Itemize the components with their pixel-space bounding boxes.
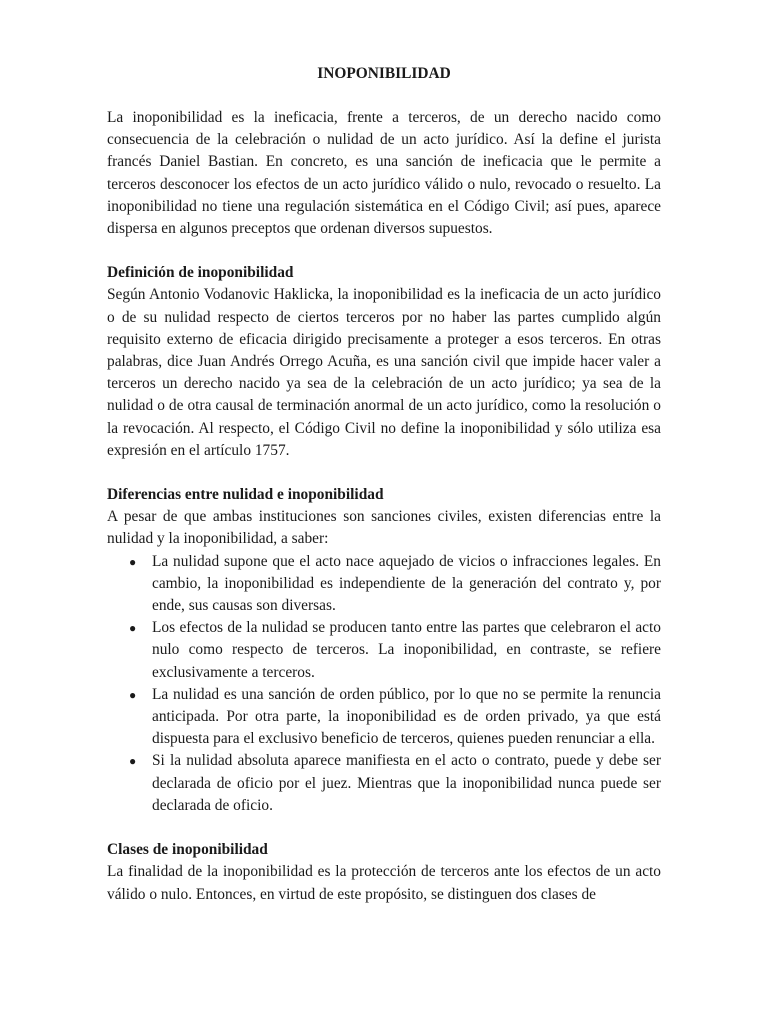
spacer <box>107 817 661 839</box>
spacer <box>107 462 661 484</box>
list-item <box>107 551 661 618</box>
list-item <box>107 750 661 817</box>
list-item-text: Si la nulidad absoluta aparece manifiesta en el acto o contrato, puede y debe ser declarada de oficio por el juez. Mientras que la inoponibilidad nunca puede ser declarada de oficio. <box>152 752 661 814</box>
spacer <box>107 240 661 262</box>
differences-list <box>107 551 661 817</box>
bullet-icon: ● <box>129 554 137 569</box>
section-heading-definicion: Definición de inoponibilidad <box>107 264 294 282</box>
section-heading-diferencias: Diferencias entre nulidad e inoponibilidad <box>107 486 384 504</box>
bullet-icon: ● <box>129 754 137 769</box>
section-body-definicion: Según Antonio Vodanovic Haklicka, la inoponibilidad es la ineficacia de un acto jurídico o de su nulidad respecto de ciertos terceros por no haber las partes cumplido algún requisito externo de eficacia dirigido precisamente a proteger a esos terceros. En otras palabras, dice Juan Andrés Orrego Acuña, es una sanción civil que impide hacer valer a terceros un derecho nacido ya sea de la celebración de un acto jurídico; ya sea de la nulidad o de otra causal de terminación anormal de un acto jurídico, como la resolución o la revocación. Al respecto, el Código Civil no define la inoponibilidad y sólo utiliza esa expresión en el artículo 1757. <box>107 286 661 459</box>
bullet-icon: ● <box>129 621 137 636</box>
section-heading-clases: Clases de inoponibilidad <box>107 841 268 859</box>
section-body-clases: La finalidad de la inoponibilidad es la protección de terceros ante los efectos de un acto válido o nulo. Entonces, en virtud de este propósito, se distinguen dos clases de <box>107 863 661 903</box>
list-item <box>107 684 661 751</box>
bullet-icon: ● <box>129 687 137 702</box>
list-item-text: La nulidad supone que el acto nace aquejado de vicios o infracciones legales. En cambio, la inoponibilidad es independiente de la generación del contrato y, por ende, sus causas son diversas. <box>152 552 661 615</box>
list-item-text: La nulidad es una sanción de orden público, por lo que no se permite la renuncia anticipada. Por otra parte, la inoponibilidad es de orden privado, ya que está dispuesta para el exclusivo beneficio de terceros, quienes pueden renunciar a ella. <box>152 685 661 748</box>
list-item-text: Los efectos de la nulidad se producen tanto entre las partes que celebraron el acto nulo como respecto de terceros. La inoponibilidad, en contraste, se refiere exclusivamente a terceros. <box>152 619 661 681</box>
list-item <box>107 617 661 684</box>
intro-paragraph: La inoponibilidad es la ineficacia, frente a terceros, de un derecho nacido como consecuencia de la celebración o nulidad de un acto jurídico. Así la define el jurista francés Daniel Bastian. En concreto, es una sanción de ineficacia que le permite a terceros desconocer los efectos de un acto jurídico válido o nulo, revocado o resuelto. La inoponibilidad no tiene una regulación sistemática en el Código Civil; así pues, aparece dispersa en algunos preceptos que ordenan diversos supuestos. <box>107 109 661 238</box>
section-body-diferencias: A pesar de que ambas instituciones son sanciones civiles, existen diferencias entre la nulidad y la inoponibilidad, a saber: <box>107 508 661 548</box>
document-title: INOPONIBILIDAD <box>317 65 451 82</box>
